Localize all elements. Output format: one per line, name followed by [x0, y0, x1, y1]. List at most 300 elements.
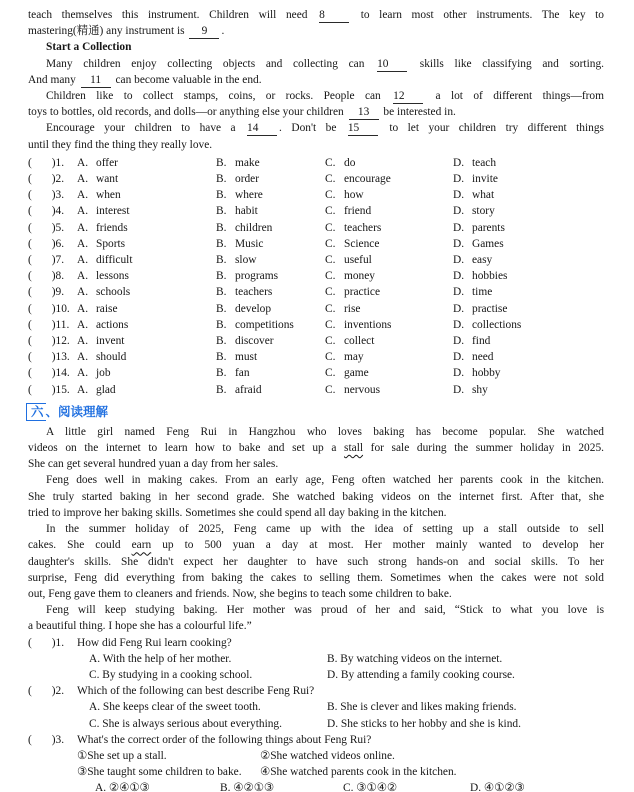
text-run: daughter's skills. She didn't expect her daughter to have such strong hands-on and social skills. To her: [28, 555, 604, 568]
option-word: find: [472, 335, 491, 348]
text-line: [28, 537, 604, 553]
option-letter: B.: [216, 189, 227, 202]
option-letter: D.: [453, 237, 465, 250]
option-word: how: [344, 189, 364, 202]
option-letter: B.: [216, 205, 227, 218]
option-c: [325, 301, 453, 317]
question-option-row: [28, 716, 604, 732]
question-option-row: [28, 699, 604, 715]
text-run: can become valuable in the end.: [112, 73, 262, 86]
option-letter: C.: [325, 237, 336, 250]
option-letter: D.: [453, 335, 465, 348]
answer-bracket: ( )6.: [28, 237, 65, 250]
answer-bracket: ( )12.: [28, 335, 70, 348]
option-c: [325, 284, 453, 300]
option-letter: D.: [453, 173, 465, 186]
option-word: hobby: [472, 367, 501, 380]
option-letter: D.: [453, 367, 465, 380]
option-b: [216, 317, 325, 333]
option-word: Science: [344, 237, 380, 250]
question-option: A. She keeps clear of the sweet tooth.: [89, 701, 261, 714]
option-word: practice: [344, 286, 381, 299]
option-letter: B.: [216, 367, 227, 380]
reading-question: [28, 732, 604, 792]
text-line: [28, 137, 604, 153]
option-d: [453, 203, 604, 219]
text-line: [28, 570, 604, 586]
question-option-row: [28, 651, 604, 667]
cloze-row: [28, 252, 604, 268]
option-a: [77, 203, 216, 219]
text-run: skills like classifying and sorting.: [409, 57, 604, 70]
option-c: [325, 349, 453, 365]
cloze-row: [28, 236, 604, 252]
question-stem-row: [28, 732, 604, 748]
option-word: schools: [96, 286, 131, 299]
wavy-underlined-word: earn: [131, 539, 152, 552]
option-word: afraid: [235, 383, 262, 396]
heading-line: [28, 39, 604, 55]
question-option: B. She is clever and likes making friends.: [327, 701, 517, 714]
option-word: easy: [472, 254, 493, 267]
text-run: Start a Collection: [46, 41, 132, 54]
option-word: encourage: [344, 173, 391, 186]
text-run: to learn most other instruments. The key to: [351, 9, 605, 21]
option-letter: A.: [77, 383, 89, 396]
option-word: Sports: [96, 237, 126, 250]
answer-bracket: ( )5.: [28, 221, 65, 234]
cloze-row: [28, 155, 604, 171]
question-option: C. By studying in a cooking school.: [89, 668, 253, 681]
option-word: raise: [96, 302, 118, 315]
option-word: inventions: [344, 318, 392, 331]
option-word: programs: [235, 270, 279, 283]
text-run: surprise, Feng did everything from baking the cakes to selling them. Sometimes when the cakes were not sold: [28, 571, 604, 584]
option-d: [453, 349, 604, 365]
option-c: [325, 365, 453, 381]
option-word: useful: [344, 254, 372, 267]
option-letter: A.: [77, 173, 89, 186]
option-letter: B.: [216, 254, 227, 267]
answer-bracket: ( )7.: [28, 254, 65, 267]
option-letter: C.: [325, 318, 336, 331]
answer-bracket: ( )10.: [28, 302, 70, 315]
text-run: a lot of different things—from: [425, 90, 604, 103]
text-line: [28, 618, 604, 634]
option-letter: B.: [216, 286, 227, 299]
blank-13: 13: [349, 106, 379, 120]
reading-questions: [28, 635, 604, 792]
option-letter: B.: [216, 383, 227, 396]
text-run: Many children enjoy collecting objects and collecting can: [46, 57, 376, 70]
option-letter: A.: [77, 237, 89, 250]
answer-bracket: ( )3.: [28, 189, 65, 202]
question-option: B. By watching videos on the internet.: [327, 652, 503, 665]
ordered-item: ③She taught some children to bake.: [77, 766, 242, 779]
option-b: [216, 203, 325, 219]
option-a: [77, 382, 216, 398]
text-line: [28, 521, 604, 537]
option-word: collect: [344, 335, 375, 348]
question-option-row: [28, 667, 604, 683]
ordered-item: ①She set up a stall.: [77, 749, 167, 762]
text-run: teach themselves this instrument. Children will need: [28, 9, 318, 21]
cloze-options-table: [28, 155, 604, 398]
option-d: [453, 365, 604, 381]
option-letter: A.: [77, 221, 89, 234]
option-a: [77, 365, 216, 381]
option-letter: D.: [453, 383, 465, 396]
option-word: want: [96, 173, 119, 186]
blank-15: 15: [348, 122, 378, 136]
order-answer-option: C. ③①④②: [343, 782, 398, 792]
answer-bracket: ( )14.: [28, 367, 70, 380]
question-stem-row: [28, 683, 604, 699]
option-letter: C.: [325, 302, 336, 315]
option-letter: A.: [77, 205, 89, 218]
section-title: 、阅读理解: [45, 404, 109, 419]
option-word: develop: [235, 302, 272, 315]
option-letter: C.: [325, 270, 336, 283]
option-word: what: [472, 189, 495, 202]
option-d: [453, 252, 604, 268]
option-b: [216, 349, 325, 365]
text-run: Children like to collect stamps, coins, or rocks. People can: [46, 90, 392, 103]
option-b: [216, 171, 325, 187]
text-line: [28, 472, 604, 488]
option-a: [77, 317, 216, 333]
option-word: nervous: [344, 383, 381, 396]
option-letter: B.: [216, 270, 227, 283]
text-run: until they find the thing they really love.: [28, 138, 213, 151]
option-letter: D.: [453, 318, 465, 331]
text-run: be interested in.: [380, 106, 456, 119]
option-d: [453, 187, 604, 203]
option-c: [325, 252, 453, 268]
option-letter: C.: [325, 205, 336, 218]
option-letter: A.: [77, 254, 89, 267]
option-letter: C.: [325, 286, 336, 299]
option-word: offer: [96, 156, 118, 169]
text-line: [28, 489, 604, 505]
option-letter: A.: [77, 318, 89, 331]
text-run: toys to bottles, old records, and dolls—or anything else your children: [28, 106, 347, 119]
question-stem: Which of the following can best describe Feng Rui?: [77, 685, 315, 698]
ordered-item: ④She watched parents cook in the kitchen.: [260, 766, 457, 779]
option-a: [77, 349, 216, 365]
answer-bracket: ( )13.: [28, 351, 70, 364]
option-word: need: [472, 351, 494, 364]
answer-bracket: ( )9.: [28, 286, 65, 299]
option-letter: D.: [453, 221, 465, 234]
answer-bracket: ( )8.: [28, 270, 65, 283]
option-letter: B.: [216, 302, 227, 315]
option-c: [325, 268, 453, 284]
option-d: [453, 382, 604, 398]
option-d: [453, 301, 604, 317]
option-word: Music: [235, 237, 264, 250]
blank-10: 10: [377, 58, 407, 72]
option-word: teachers: [235, 286, 273, 299]
cloze-row: [28, 365, 604, 381]
option-letter: C.: [325, 254, 336, 267]
answer-bracket: ( )2.: [28, 173, 65, 186]
answer-bracket: ( )2.: [28, 685, 65, 698]
cloze-row: [28, 333, 604, 349]
text-line: [28, 440, 604, 456]
option-letter: D.: [453, 254, 465, 267]
option-a: [77, 284, 216, 300]
option-word: when: [96, 189, 121, 202]
text-run: a beautiful thing. I hope she has a colourful life.”: [28, 620, 252, 633]
option-letter: B.: [216, 156, 227, 169]
text-line: [28, 456, 604, 472]
option-word: must: [235, 351, 258, 364]
option-letter: A.: [77, 367, 89, 380]
option-letter: C.: [325, 156, 336, 169]
option-word: collections: [472, 318, 522, 331]
option-letter: A.: [77, 270, 89, 283]
cloze-row: [28, 171, 604, 187]
cloze-row: [28, 317, 604, 333]
option-a: [77, 236, 216, 252]
option-word: time: [472, 286, 493, 299]
option-word: parents: [472, 221, 505, 234]
option-c: [325, 317, 453, 333]
option-word: should: [96, 351, 127, 364]
option-letter: B.: [216, 351, 227, 364]
option-letter: C.: [325, 383, 336, 396]
answer-bracket: ( )4.: [28, 205, 65, 218]
option-word: order: [235, 173, 260, 186]
reading-question: [28, 683, 604, 732]
cloze-row: [28, 187, 604, 203]
option-a: [77, 187, 216, 203]
answer-bracket: ( )1.: [28, 156, 65, 169]
option-c: [325, 236, 453, 252]
option-b: [216, 252, 325, 268]
text-run: . Don't be: [279, 122, 346, 135]
text-run: .: [221, 25, 225, 38]
order-answer-option: A. ②④①③: [95, 782, 150, 792]
order-answer-row: [28, 780, 604, 792]
option-b: [216, 365, 325, 381]
option-letter: D.: [453, 286, 465, 299]
ordered-item: ②She watched videos online.: [260, 749, 395, 762]
option-d: [453, 171, 604, 187]
option-d: [453, 333, 604, 349]
option-b: [216, 187, 325, 203]
text-line: [28, 602, 604, 618]
cloze-row: [28, 203, 604, 219]
option-d: [453, 284, 604, 300]
option-d: [453, 317, 604, 333]
option-word: shy: [472, 383, 488, 396]
option-word: discover: [235, 335, 274, 348]
cloze-row: [28, 349, 604, 365]
blank-8: 8: [319, 9, 349, 23]
order-answer-option: B. ④②①③: [220, 782, 275, 792]
text-run: mastering(精通) any instrument is: [28, 25, 188, 38]
option-word: do: [344, 156, 356, 169]
option-word: Games: [472, 237, 504, 250]
reading-section-header: [26, 403, 604, 421]
option-letter: A.: [77, 189, 89, 202]
option-letter: D.: [453, 302, 465, 315]
option-word: fan: [235, 367, 250, 380]
option-a: [77, 220, 216, 236]
option-letter: B.: [216, 335, 227, 348]
option-b: [216, 382, 325, 398]
answer-bracket: ( )1.: [28, 636, 65, 649]
cloze-row: [28, 301, 604, 317]
question-stem: What's the correct order of the following things about Feng Rui?: [77, 733, 372, 746]
blank-12: 12: [393, 90, 423, 104]
text-line: [28, 72, 604, 88]
text-run: Feng will keep studying baking. Her mother was proud of her and said, “Stick to what you love is: [46, 604, 604, 617]
cloze-intro-text: [28, 7, 604, 153]
cloze-row: [28, 220, 604, 236]
question-option: D. She sticks to her hobby and she is kind.: [327, 717, 521, 730]
text-line: [28, 23, 604, 39]
cloze-row: [28, 284, 604, 300]
option-word: lessons: [96, 270, 129, 283]
option-letter: B.: [216, 318, 227, 331]
option-b: [216, 268, 325, 284]
option-letter: A.: [77, 351, 89, 364]
section-number-box: 六: [26, 403, 46, 421]
text-run: videos on the internet to learn how to bake and set up a: [28, 442, 345, 455]
option-word: competitions: [235, 318, 294, 331]
option-letter: C.: [325, 351, 336, 364]
text-line: [28, 88, 604, 104]
text-line: [28, 120, 604, 136]
order-answer-option: D. ④①②③: [470, 782, 525, 792]
option-word: slow: [235, 254, 257, 267]
option-letter: A.: [77, 302, 89, 315]
text-line: [28, 554, 604, 570]
reading-question: [28, 635, 604, 684]
option-letter: A.: [77, 156, 89, 169]
option-d: [453, 220, 604, 236]
option-word: story: [472, 205, 495, 218]
cloze-row: [28, 382, 604, 398]
question-option: A. With the help of her mother.: [89, 652, 232, 665]
answer-bracket: ( )11.: [28, 318, 70, 331]
option-word: rise: [344, 302, 361, 315]
text-run: Feng does well in making cakes. From an early age, Feng often watched her parents cook in the kitchen.: [46, 474, 604, 487]
option-c: [325, 155, 453, 171]
question-option: C. She is always serious about everything.: [89, 717, 282, 730]
question-stem-row: [28, 635, 604, 651]
text-line: [28, 586, 604, 602]
option-word: friends: [96, 221, 128, 234]
option-word: game: [344, 367, 369, 380]
option-letter: C.: [325, 221, 336, 234]
text-run: for sale during the summer holiday in 2025.: [363, 442, 604, 455]
wavy-underlined-word: stall: [344, 442, 364, 455]
option-word: teach: [472, 156, 497, 169]
option-letter: D.: [453, 270, 465, 283]
text-run: She truly started baking in her second grade. She watched baking videos on the internet first. After that, she: [28, 490, 604, 503]
option-word: money: [344, 270, 376, 283]
text-run: up to 500 yuan a day at most. Her mother mainly wanted to develop her: [151, 539, 604, 552]
option-b: [216, 301, 325, 317]
question-option: D. By attending a family cooking course.: [327, 668, 515, 681]
option-letter: D.: [453, 156, 465, 169]
text-run: A little girl named Feng Rui in Hangzhou who loves baking has become popular. She watched: [46, 425, 604, 438]
option-word: practise: [472, 302, 508, 315]
reading-passage: [28, 424, 604, 635]
option-word: habit: [235, 205, 258, 218]
question-stem: How did Feng Rui learn cooking?: [77, 636, 232, 649]
option-word: invent: [96, 335, 125, 348]
option-c: [325, 220, 453, 236]
option-letter: C.: [325, 335, 336, 348]
option-a: [77, 333, 216, 349]
text-run: Encourage your children to have a: [46, 122, 246, 135]
option-word: glad: [96, 383, 116, 396]
option-letter: C.: [325, 189, 336, 202]
option-b: [216, 236, 325, 252]
option-b: [216, 220, 325, 236]
option-word: actions: [96, 318, 129, 331]
text-run: In the summer holiday of 2025, Feng came up with the idea of setting up a stall outside to sell: [46, 523, 604, 536]
answer-bracket: ( )15.: [28, 383, 70, 396]
option-b: [216, 333, 325, 349]
option-word: invite: [472, 173, 498, 186]
ordered-item-row: [28, 764, 604, 780]
blank-11: 11: [81, 74, 111, 88]
text-run: tried to improve her baking skills. Sometimes she could spend all day baking in the kitchen.: [28, 506, 447, 519]
option-d: [453, 155, 604, 171]
option-a: [77, 268, 216, 284]
option-word: may: [344, 351, 364, 364]
option-letter: A.: [77, 286, 89, 299]
option-letter: D.: [453, 189, 465, 202]
option-letter: B.: [216, 237, 227, 250]
option-word: hobbies: [472, 270, 508, 283]
option-word: children: [235, 221, 273, 234]
option-letter: B.: [216, 173, 227, 186]
cloze-row: [28, 268, 604, 284]
option-word: where: [235, 189, 263, 202]
option-letter: D.: [453, 351, 465, 364]
option-c: [325, 333, 453, 349]
option-word: interest: [96, 205, 130, 218]
blank-14: 14: [247, 122, 277, 136]
option-b: [216, 284, 325, 300]
option-word: teachers: [344, 221, 382, 234]
text-line: [28, 505, 604, 521]
option-c: [325, 171, 453, 187]
text-run: And many: [28, 73, 79, 86]
text-run: to let your children try different things: [379, 122, 604, 135]
blank-9: 9: [189, 25, 219, 39]
option-word: difficult: [96, 254, 133, 267]
option-d: [453, 236, 604, 252]
option-d: [453, 268, 604, 284]
option-letter: D.: [453, 205, 465, 218]
text-run: cakes. She could: [28, 539, 132, 552]
option-a: [77, 155, 216, 171]
option-word: friend: [344, 205, 372, 218]
option-a: [77, 252, 216, 268]
option-a: [77, 301, 216, 317]
option-a: [77, 171, 216, 187]
option-c: [325, 382, 453, 398]
option-letter: C.: [325, 367, 336, 380]
